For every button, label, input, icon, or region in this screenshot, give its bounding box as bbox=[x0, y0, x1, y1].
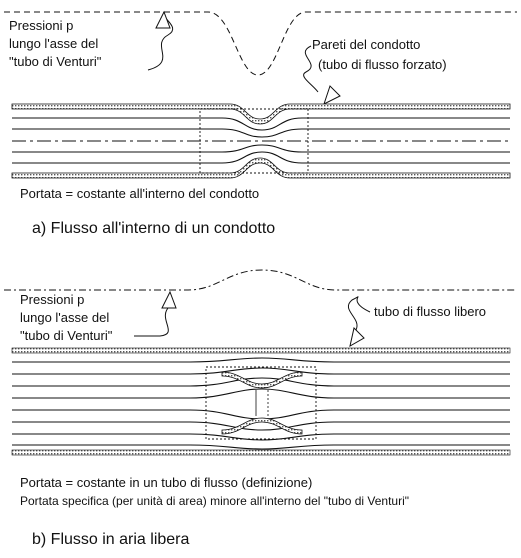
venturi-top-wall-b bbox=[222, 372, 302, 388]
panel-b bbox=[4, 270, 517, 548]
walls-arrow bbox=[324, 86, 340, 104]
pressure-label-a-line1: Pressioni p bbox=[9, 18, 74, 33]
pressure-label-a-line2: lungo l'asse del bbox=[9, 36, 99, 51]
pressure-label-b-line3: "tubo di Venturi" bbox=[20, 328, 113, 343]
caption-a: a) Flusso all'interno di un condotto bbox=[32, 220, 276, 237]
streamline-b-8 bbox=[12, 445, 510, 449]
pressure-arrow-b bbox=[162, 292, 176, 308]
duct-top-wall bbox=[12, 104, 510, 124]
tube-arrow bbox=[350, 328, 364, 346]
duct-bottom-wall bbox=[12, 158, 510, 178]
walls-label-line1: Pareti del condotto bbox=[312, 37, 421, 52]
pressure-label-a-line3: "tubo di Venturi" bbox=[9, 54, 102, 69]
flow-note-b2: Portata specifica (per unità di area) minore all'interno del "tubo di Venturi" bbox=[20, 494, 410, 508]
walls-leader bbox=[304, 46, 318, 92]
flow-note-b1: Portata = costante in un tubo di flusso (definizione) bbox=[20, 475, 313, 490]
pressure-label-b-line1: Pressioni p bbox=[20, 292, 85, 307]
panel-a bbox=[4, 12, 517, 237]
pressure-curve-b bbox=[4, 270, 517, 290]
tube-label: tubo di flusso libero bbox=[374, 304, 487, 319]
streamline-b-1 bbox=[12, 358, 510, 362]
caption-b: b) Flusso in aria libera bbox=[32, 531, 190, 548]
free-top-band bbox=[12, 348, 510, 353]
streamline-b-2 bbox=[12, 368, 510, 374]
streamline-b-4 bbox=[12, 389, 510, 398]
pressure-leader-b bbox=[134, 306, 170, 336]
pressure-label-b-line2: lungo l'asse del bbox=[20, 310, 110, 325]
streamline-b-6 bbox=[12, 422, 510, 430]
tube-leader bbox=[348, 297, 370, 330]
streamline-a-3 bbox=[12, 145, 510, 152]
venturi-bottom-wall-b bbox=[222, 418, 302, 434]
walls-label-line2: (tubo di flusso forzato) bbox=[318, 57, 447, 72]
free-bottom-band bbox=[12, 450, 510, 455]
flow-note-a: Portata = costante all'interno del condotto bbox=[20, 186, 260, 201]
